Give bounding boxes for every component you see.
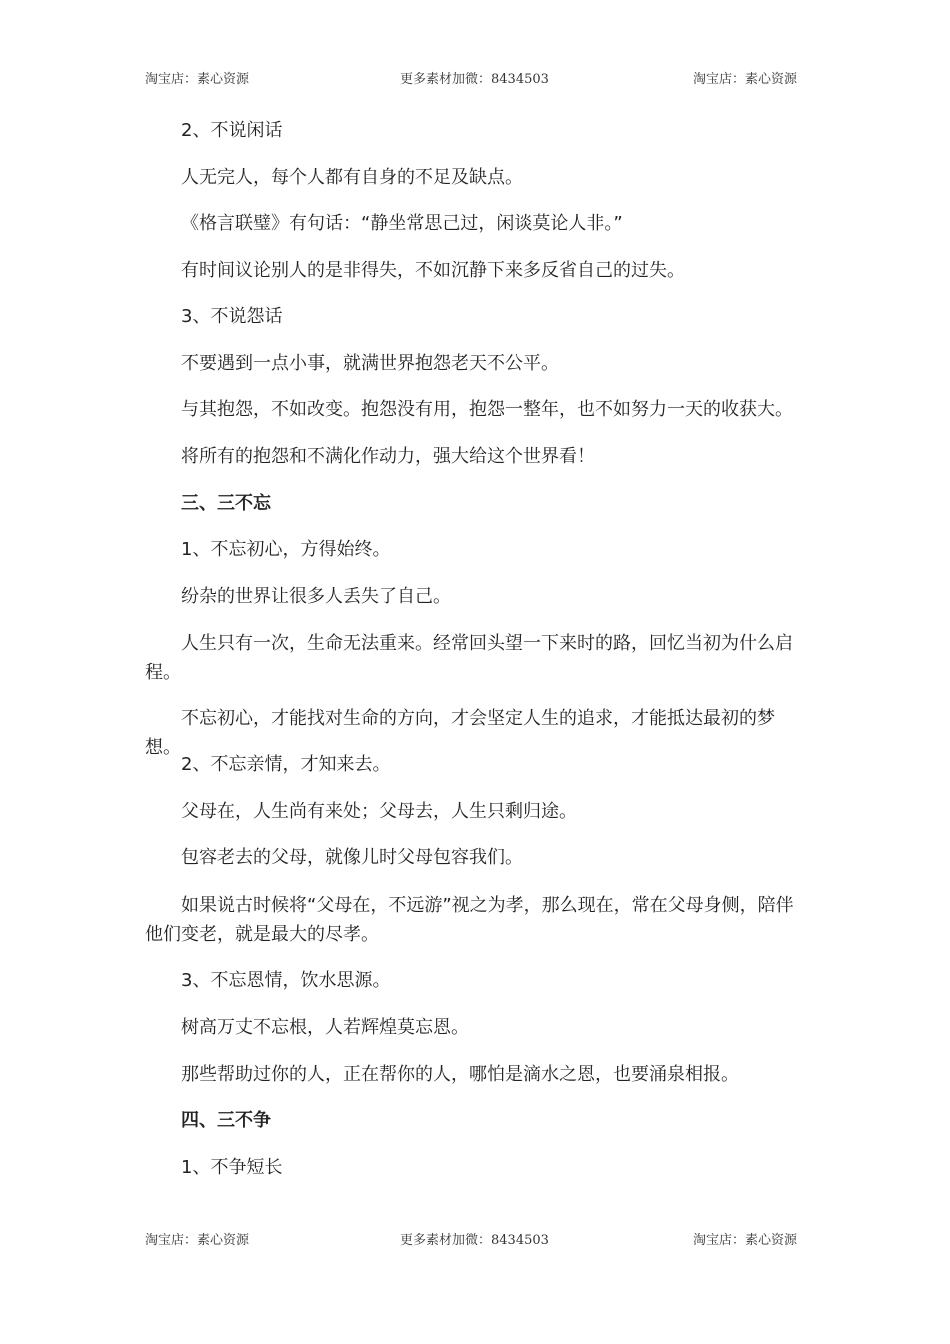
footer-left-text: 淘宝店：素心资源 xyxy=(145,1233,250,1248)
paragraph: 人无完人，每个人都有自身的不足及缺点。 xyxy=(181,167,523,188)
header-left-text: 淘宝店：素心资源 xyxy=(145,72,250,87)
header-center-text: 更多素材加微：8434503 xyxy=(400,72,549,87)
paragraph: 不要遇到一点小事，就满世界抱怨老天不公平。 xyxy=(181,353,559,374)
section-heading-three-not-compete: 四、三不争 xyxy=(181,1110,271,1131)
paragraph: 父母在，人生尚有来处；父母去，人生只剩归途。 xyxy=(181,801,577,822)
header-right-text: 淘宝店：素心资源 xyxy=(693,72,798,87)
paragraph: 有时间议论别人的是非得失，不如沉静下来多反省自己的过失。 xyxy=(181,260,685,281)
subheading-no-gossip: 2、不说闲话 xyxy=(181,120,283,141)
paragraph: 不忘初心，才能找对生命的方向，才会坚定人生的追求，才能抵达最初的梦想。 xyxy=(145,708,775,758)
subheading-not-compete-length: 1、不争短长 xyxy=(181,1157,283,1178)
subheading-no-complaints: 3、不说怨话 xyxy=(181,306,283,327)
subheading-gratitude: 3、不忘恩情，饮水思源。 xyxy=(181,970,391,991)
page-header xyxy=(0,68,950,88)
subheading-family: 2、不忘亲情，才知来去。 xyxy=(181,754,391,775)
footer-center-text: 更多素材加微：8434503 xyxy=(400,1233,549,1248)
subheading-original-intention: 1、不忘初心，方得始终。 xyxy=(181,539,391,560)
footer-right-text: 淘宝店：素心资源 xyxy=(693,1233,798,1248)
paragraph: 将所有的抱怨和不满化作动力，强大给这个世界看！ xyxy=(181,446,595,467)
paragraph: 纷杂的世界让很多人丢失了自己。 xyxy=(181,586,451,607)
paragraph: 人生只有一次，生命无法重来。经常回头望一下来时的路，回忆当初为什么启程。 xyxy=(145,633,793,683)
paragraph: 包容老去的父母，就像儿时父母包容我们。 xyxy=(181,847,523,868)
paragraph: 《格言联璧》有句话：“静坐常思己过，闲谈莫论人非。” xyxy=(181,213,623,234)
paragraph: 与其抱怨，不如改变。抱怨没有用，抱怨一整年，也不如努力一天的收获大。 xyxy=(181,399,793,420)
page-footer xyxy=(0,1229,950,1249)
paragraph: 那些帮助过你的人，正在帮你的人，哪怕是滴水之恩，也要涌泉相报。 xyxy=(181,1064,739,1085)
section-heading-three-not-forget: 三、三不忘 xyxy=(181,493,271,514)
paragraph: 树高万丈不忘根，人若辉煌莫忘恩。 xyxy=(181,1017,469,1038)
paragraph: 如果说古时候将“父母在，不远游”视之为孝，那么现在，常在父母身侧，陪伴他们变老，就是最大的尽孝。 xyxy=(145,895,794,945)
